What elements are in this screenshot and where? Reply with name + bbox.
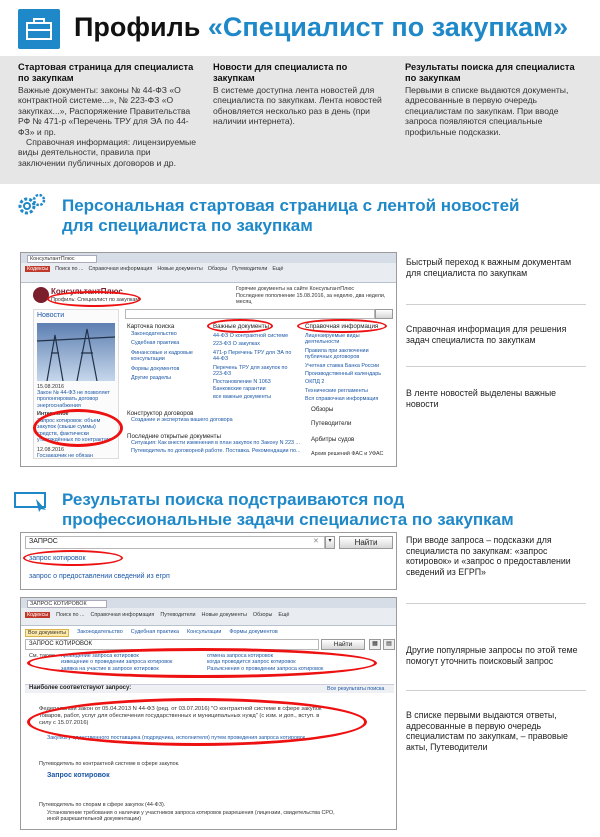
note-important-docs: Быстрый переход к важным документам для специалиста по закупкам bbox=[406, 257, 572, 278]
search-input[interactable] bbox=[125, 309, 375, 319]
toolbar-item[interactable]: Новые документы bbox=[201, 612, 247, 618]
toolbar-item[interactable]: Поиск по ... bbox=[55, 266, 84, 272]
toolbar-item[interactable]: Путеводители bbox=[160, 612, 196, 618]
dropdown-icon[interactable]: ▾ bbox=[325, 536, 335, 549]
fas-archive-link[interactable]: Архив решений ФАС и УФАС bbox=[311, 451, 384, 457]
highlight-ellipse bbox=[23, 550, 123, 566]
best-match-label: Наиболее соответствуют запросу: bbox=[29, 685, 132, 691]
list-item[interactable]: Правила при заключении публичных договоров bbox=[305, 347, 369, 361]
gears-icon bbox=[16, 193, 46, 221]
highlight-ellipse bbox=[297, 319, 387, 333]
toolbar-item[interactable]: Поиск по ... bbox=[56, 612, 85, 618]
start-page-screenshot bbox=[20, 252, 397, 467]
browser-tab[interactable]: КонсультантПлюс bbox=[27, 255, 97, 263]
result-item[interactable]: Путеводитель по спорам в сфере закупок (44-ФЗ). bbox=[39, 802, 166, 808]
result-item[interactable]: Федеральный закон от 05.04.2013 N 44-ФЗ (ред. от 03.07.2016) "О контрактной системе в сфере закупок товаров, работ, услуг для обеспечения государственных и муниципальных нужд" (с изм. и доп., вступ. в силу с 15.07.2016) bbox=[39, 706, 322, 726]
toolbar-item[interactable]: Кодексы bbox=[27, 266, 49, 272]
highlight-ellipse bbox=[33, 409, 123, 447]
toolbar-items bbox=[25, 612, 289, 618]
see-also-label: См. также: bbox=[29, 653, 56, 659]
reviews-link[interactable]: Обзоры bbox=[311, 406, 334, 413]
result-item[interactable]: Путеводитель по контрактной системе в сфере закупок. bbox=[39, 761, 180, 767]
search-card-list bbox=[131, 331, 206, 381]
find-button[interactable]: Найти bbox=[339, 536, 393, 549]
browser-tab[interactable]: ЗАПРОС КОТИРОВОК bbox=[27, 600, 107, 608]
filter-tab[interactable]: Законодательство bbox=[77, 629, 123, 635]
list-item[interactable]: ОКПД 2 bbox=[305, 379, 325, 386]
clear-icon[interactable]: ✕ bbox=[313, 538, 319, 545]
list-item[interactable]: Перечень ТРУ для закупок по 223-ФЗ bbox=[213, 364, 288, 378]
note-related-queries: Другие популярные запросы по этой теме помогут уточнить поисковый запрос bbox=[406, 645, 578, 666]
result-subitem[interactable]: Закупка у единственного поставщика (подрядчика, исполнителя) путем проведения запроса котировок bbox=[47, 735, 306, 741]
note-reference-info: Справочная информация для решения задач специалиста по закупкам bbox=[406, 324, 567, 345]
toolbar-item[interactable]: Кодексы bbox=[27, 612, 49, 618]
list-item[interactable]: Технические регламенты bbox=[305, 387, 368, 394]
guides-link[interactable]: Путеводители bbox=[311, 420, 352, 427]
filter-tab[interactable]: Консультации bbox=[186, 629, 222, 635]
filter-tab[interactable]: Все документы bbox=[25, 629, 69, 637]
list-item[interactable]: Вся справочная информация bbox=[305, 396, 379, 403]
divider bbox=[406, 366, 586, 367]
highlight-ellipse bbox=[47, 291, 141, 307]
filter-tab[interactable]: Судебная практика bbox=[130, 629, 179, 635]
last-doc-item[interactable]: Ситуация: Как внести изменения в план закупок по Закону N 223 ... bbox=[131, 440, 301, 446]
list-item[interactable]: Производственный календарь bbox=[305, 371, 382, 378]
list-item[interactable]: Учетная ставка Банка России bbox=[305, 362, 380, 369]
highlight-ellipse bbox=[207, 319, 273, 333]
list-item[interactable]: Судебная практика bbox=[131, 340, 180, 347]
list-item[interactable]: Лицензируемые виды деятельности bbox=[305, 333, 360, 346]
news-item-important[interactable]: Запрос котировок: объем закупок (свыше суммы) средств, фактически утверждённых по контрактам bbox=[37, 418, 111, 444]
filter-tab[interactable]: Формы документов bbox=[229, 629, 278, 635]
toolbar-item[interactable]: Обзоры bbox=[207, 266, 228, 272]
suggestion-item[interactable]: запрос котировок bbox=[29, 555, 86, 562]
search-input[interactable] bbox=[25, 536, 325, 549]
toolbar-item[interactable]: Обзоры bbox=[252, 612, 273, 618]
last-docs-title: Последние открытые документы bbox=[127, 433, 221, 440]
intro-column-news: Новости для специалиста по закупкам В системе доступна лента новостей для специалиста по закупкам. Лента новостей обновляется несколько раз в день (при наличии интернета). bbox=[213, 62, 382, 127]
list-item[interactable]: Формы документов bbox=[131, 365, 180, 372]
contract-builder-title[interactable]: Конструктор договоров bbox=[127, 410, 194, 417]
toolbar-item[interactable]: Справочная информация bbox=[90, 612, 155, 618]
toolbar-item[interactable]: Ещё bbox=[278, 612, 290, 618]
search-suggest-screenshot bbox=[20, 532, 397, 590]
related-query[interactable]: отмена запроса котировок bbox=[207, 653, 274, 659]
intro-column-search: Результаты поиска для специалиста по закупкам Первыми в списке выдаются документы, адресованные в первую очередь специалистам по закупкам. При вводе запроса появляются специальные профильные подсказки. bbox=[405, 62, 575, 137]
section-search-title: Результаты поиска подстраиваются под профессиональные задачи специалиста по закупкам bbox=[62, 490, 514, 529]
search-cursor-icon bbox=[14, 490, 50, 512]
search-value: ЗАПРОС bbox=[29, 538, 58, 545]
toolbar-item[interactable]: Ещё bbox=[272, 266, 284, 272]
divider bbox=[406, 690, 586, 691]
highlight-ellipse bbox=[27, 648, 377, 678]
divider bbox=[406, 304, 586, 305]
list-item[interactable]: все важные документы bbox=[213, 394, 271, 401]
intro-column-start-page: Стартовая страница для специалиста по закупкам Важные документы: законы № 44-ФЗ «О контрактной системе...», № 223-ФЗ «О закупках...», Распоряжение Правительства РФ № 471-р «Перечень ТРУ для ЭА по 44-ФЗ» и пр. Справочная информация: лицензируемые виды деятельности, правила при заключении публичных договоров и др. bbox=[18, 62, 196, 168]
list-item[interactable]: Другие разделы bbox=[131, 375, 172, 382]
news-date: 15.08.2016 bbox=[37, 384, 64, 390]
note-results-order: В списке первыми выдаются ответы, адресованные в первую очередь специалистам по закупкам, – правовые акты, Путеводители bbox=[406, 710, 568, 752]
last-update-text: Последнее пополнение 15.08.2016, за неделю, два недели, месяц bbox=[236, 293, 386, 306]
profile-label[interactable]: Профиль: Специалист по закупкам bbox=[51, 297, 140, 303]
news-item[interactable]: Закон № 44-ФЗ не позволяет пролонгировать договор энергоснабжения bbox=[37, 390, 110, 409]
related-query[interactable]: когда проводится запрос котировок bbox=[207, 659, 296, 666]
section-start-page-title: Персональная стартовая страница с лентой новостей для специалиста по закупкам bbox=[62, 196, 520, 235]
find-button[interactable]: Найти bbox=[321, 639, 365, 650]
filter-tabs bbox=[25, 629, 278, 637]
toolbar-item[interactable]: Справочная информация bbox=[88, 266, 153, 272]
toolbar-item[interactable]: Новые документы bbox=[157, 266, 203, 272]
list-item[interactable]: 44-ФЗ О контрактной системе bbox=[213, 333, 289, 339]
logo-text: КонсультантПлюс bbox=[51, 287, 123, 296]
list-item[interactable]: 471-р Перечень ТРУ для ЭА по 44-ФЗ bbox=[213, 349, 292, 363]
hot-docs-link[interactable]: Горячие документы на сайте КонсультантПлюс bbox=[236, 286, 355, 292]
toolbar-item[interactable]: Путеводители bbox=[232, 266, 268, 272]
related-query[interactable]: проведение запроса котировок bbox=[61, 653, 139, 659]
result-subitem[interactable]: Запрос котировок bbox=[47, 772, 110, 779]
related-query[interactable]: извещение о проведении запроса котировок bbox=[61, 659, 173, 666]
reference-info-list bbox=[305, 333, 390, 403]
page-title: Профиль «Специалист по закупкам» bbox=[74, 12, 569, 42]
news-image bbox=[37, 323, 115, 381]
news-title: Новости bbox=[37, 312, 65, 319]
list-item[interactable]: Постановление N 1063 Банковские гарантии bbox=[213, 379, 271, 392]
reference-info-title[interactable]: Справочная информация bbox=[305, 323, 379, 330]
list-item[interactable]: Законодательство bbox=[131, 331, 177, 337]
related-query[interactable]: Разъяснения о проведении запроса котировок bbox=[207, 665, 324, 672]
print-icon[interactable]: ▦ bbox=[369, 639, 381, 650]
news-tag: Интересное bbox=[37, 411, 69, 417]
list-item[interactable]: 223-ФЗ О закупках bbox=[213, 341, 261, 348]
related-query[interactable]: заявка на участие в запросе котировок bbox=[61, 665, 159, 672]
note-news: В ленте новостей выделены важные новости bbox=[406, 388, 557, 409]
contract-builder-link[interactable]: Создание и экспертиза вашего договора bbox=[131, 417, 233, 423]
search-value: ЗАПРОС КОТИРОВОК bbox=[29, 641, 92, 647]
note-suggestions: При вводе запроса – подсказки для специалиста по закупкам: «запрос котировок» и «запрос о предоставлении сведений из ЕГРП» bbox=[406, 535, 571, 577]
save-icon[interactable]: ▤ bbox=[383, 639, 395, 650]
consultant-logo-icon bbox=[33, 287, 49, 303]
briefcase-icon bbox=[18, 9, 60, 49]
last-doc-item[interactable]: Путеводитель по договорной работе. Поставка. Рекомендации по... bbox=[131, 448, 301, 454]
toolbar-items bbox=[25, 266, 283, 272]
suggestion-item[interactable]: запрос о предоставлении сведений из егрп bbox=[29, 573, 170, 580]
all-results-link[interactable]: Все результаты поиска bbox=[327, 686, 385, 692]
list-item[interactable]: Финансовые и кадровые консультации bbox=[131, 349, 193, 363]
search-card-title[interactable]: Карточка поиска bbox=[127, 323, 175, 330]
highlight-ellipse bbox=[27, 698, 367, 746]
courts-link[interactable]: Арбитры судов bbox=[311, 436, 355, 443]
news-item[interactable]: Госзаказчик не обязан bbox=[37, 453, 93, 459]
find-button[interactable] bbox=[375, 309, 393, 319]
important-docs-list bbox=[213, 333, 293, 401]
important-docs-title[interactable]: Важные документы bbox=[213, 323, 269, 330]
news-date: 12.08.2016 bbox=[37, 447, 64, 453]
result-subitem[interactable]: Установление требования о наличии у участников запроса котировок разрешения (лицензии, свидетельства СРО, иной разрешительной документации) bbox=[47, 810, 335, 823]
divider bbox=[406, 603, 586, 604]
search-results-screenshot bbox=[20, 597, 397, 830]
